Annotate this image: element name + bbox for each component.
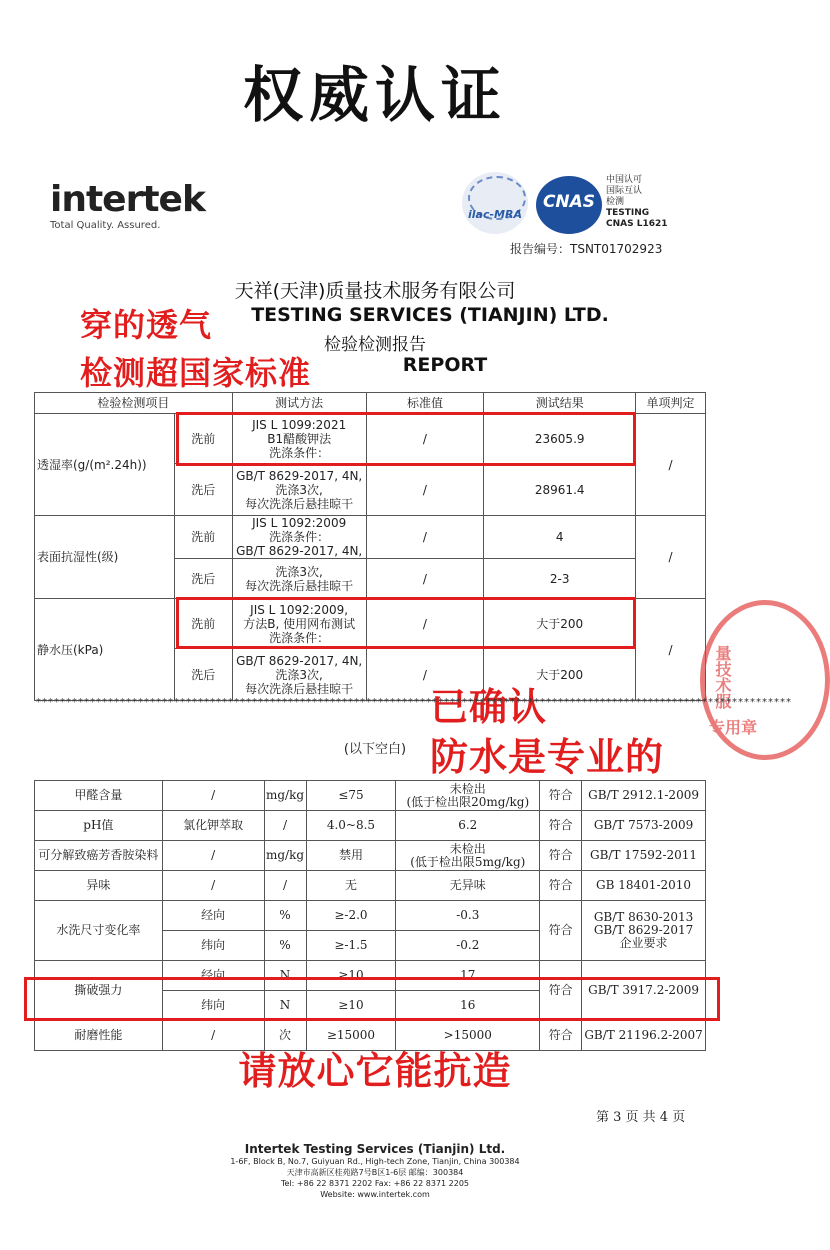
cnas-en-2: CNAS L1621 xyxy=(606,219,668,229)
standard-cell: / xyxy=(366,516,484,559)
overlay-durable: 请放心它能抗造 xyxy=(238,1049,512,1093)
result-cell: 大于200 xyxy=(484,649,636,701)
result-cell: 17 xyxy=(396,961,540,991)
standard-cell: / xyxy=(366,649,484,701)
intertek-wordmark: intertek xyxy=(50,179,205,220)
standard-cell: GB/T 3917.2-2009 xyxy=(582,961,706,1021)
unit-cell: mg/kg xyxy=(264,781,306,811)
label-before: 洗前 xyxy=(174,599,232,649)
highlight-box-abrasion xyxy=(24,977,720,1021)
method-cell: 氯化钾萃取 xyxy=(162,811,264,841)
item-cell: 异味 xyxy=(35,871,163,901)
method-cell: JIS L 1092:2009, 方法B, 使用网布测试 洗涤条件： xyxy=(232,599,366,649)
overlay-waterproof: 防水是专业的 xyxy=(430,735,665,779)
requirement-cell: 禁用 xyxy=(306,841,396,871)
ilac-mra-logo xyxy=(462,172,528,234)
header-method: 测试方法 xyxy=(232,393,366,414)
standard-cell: / xyxy=(366,599,484,649)
method-cell: JIS L 1099:2021 B1醋酸钾法 洗涤条件： xyxy=(232,414,366,464)
unit-cell: / xyxy=(264,871,306,901)
table-row xyxy=(35,841,706,871)
stamp-text: 量技术服 xyxy=(713,645,732,709)
overlay-exceeds-standard: 检测超国家标准 xyxy=(80,354,312,392)
unit-cell: / xyxy=(264,811,306,841)
direction-cell: 纬向 xyxy=(162,991,264,1021)
separator-stars: ****************************************************************************************************************************** xyxy=(36,697,792,708)
result-cell: >15000 xyxy=(396,1021,540,1051)
official-stamp xyxy=(700,600,830,760)
highlight-box-hydrostatic xyxy=(176,597,636,649)
method-cell: / xyxy=(162,841,264,871)
blank-note: (以下空白) xyxy=(343,742,407,757)
header-verdict: 单项判定 xyxy=(636,393,706,414)
verdict-cell: / xyxy=(636,516,706,599)
requirement-cell: ≥15000 xyxy=(306,1021,396,1051)
method-cell: GB/T 8629-2017, 4N, 洗涤3次, 每次洗涤后悬挂晾干 xyxy=(232,649,366,701)
footer xyxy=(0,1142,750,1200)
method-cell: GB/T 8629-2017, 4N, 洗涤3次, 每次洗涤后悬挂晾干 xyxy=(232,464,366,516)
footer-website: Website: www.intertek.com xyxy=(320,1190,430,1199)
unit-cell: % xyxy=(264,931,306,961)
requirement-cell: ≥10 xyxy=(306,991,396,1021)
requirement-cell: 无 xyxy=(306,871,396,901)
header-result: 测试结果 xyxy=(484,393,636,414)
page-title: 权威认证 xyxy=(243,61,507,131)
verdict-cell: 符合 xyxy=(540,961,582,1021)
unit-cell: mg/kg xyxy=(264,841,306,871)
standard-cell: / xyxy=(366,414,484,464)
page-number: 第 3 页 共 4 页 xyxy=(596,1110,686,1125)
result-cell: 4 xyxy=(484,516,636,559)
cnas-cn-3: 检测 xyxy=(606,197,625,207)
result-cell: -0.2 xyxy=(396,931,540,961)
table-row xyxy=(35,871,706,901)
item-cell: 甲醛含量 xyxy=(35,781,163,811)
standard-cell: GB/T 21196.2-2007 xyxy=(582,1021,706,1051)
cnas-accreditation-text xyxy=(606,175,668,230)
ilac-text: ilac-MRA xyxy=(468,208,522,221)
highlight-box-moisture xyxy=(176,412,636,466)
label-after: 洗后 xyxy=(174,559,232,599)
table-row xyxy=(35,901,706,931)
direction-cell: 经向 xyxy=(162,901,264,931)
verdict-cell: 符合 xyxy=(540,811,582,841)
requirement-cell: ≥-2.0 xyxy=(306,901,396,931)
footer-phone: Tel: +86 22 8371 2202 Fax: +86 22 8371 2205 xyxy=(280,1179,469,1188)
cnas-en-1: TESTING xyxy=(606,208,650,218)
company-name-cn: 天祥(天津)质量技术服务有限公司 xyxy=(234,280,516,302)
report-title-cn: 检验检测报告 xyxy=(324,335,426,355)
header-item: 检验检测项目 xyxy=(35,393,233,414)
item-cell: 可分解致癌芳香胺染料 xyxy=(35,841,163,871)
result-cell: 6.2 xyxy=(396,811,540,841)
verdict-cell: 符合 xyxy=(540,871,582,901)
requirement-cell: ≤75 xyxy=(306,781,396,811)
requirement-cell: ≥-1.5 xyxy=(306,931,396,961)
result-cell: 大于200 xyxy=(484,599,636,649)
intertek-tagline: Total Quality. Assured. xyxy=(50,220,161,231)
report-number: 报告编号：TSNT01702923 xyxy=(510,242,663,256)
standard-cell: / xyxy=(366,559,484,599)
verdict-cell: / xyxy=(636,599,706,701)
footer-title: Intertek Testing Services (Tianjin) Ltd. xyxy=(244,1142,506,1156)
table-row xyxy=(35,811,706,841)
result-cell: 无异味 xyxy=(396,871,540,901)
item-cell: 耐磨性能 xyxy=(35,1021,163,1051)
verdict-cell: 符合 xyxy=(540,841,582,871)
header-standard: 标准值 xyxy=(366,393,484,414)
standard-cell: GB 18401-2010 xyxy=(582,871,706,901)
standard-cell: GB/T 8630-2013 GB/T 8629-2017 企业要求 xyxy=(582,901,706,961)
intertek-logo xyxy=(50,179,205,231)
result-cell: 未检出 (低于检出限20mg/kg) xyxy=(396,781,540,811)
overlay-confirmed: 已确认 xyxy=(430,685,548,729)
verdict-cell: 符合 xyxy=(540,1021,582,1051)
item-moisture-permeability: 透湿率(g/(m².24h)) xyxy=(35,414,175,516)
footer-address-en: 1-6F, Block B, No.7, Guiyuan Rd., High-tech Zone, Tianjin, China 300384 xyxy=(230,1157,520,1166)
verdict-cell: / xyxy=(636,414,706,516)
footer-address-cn: 天津市高新区桂苑路7号B区1-6层 邮编：300384 xyxy=(286,1168,464,1177)
verdict-cell: 符合 xyxy=(540,781,582,811)
label-before: 洗前 xyxy=(174,414,232,464)
cnas-logo xyxy=(536,176,602,234)
direction-cell: 纬向 xyxy=(162,931,264,961)
method-cell: / xyxy=(162,871,264,901)
item-cell: 水洗尺寸变化率 xyxy=(35,901,163,961)
result-cell: 未检出 (低于检出限5mg/kg) xyxy=(396,841,540,871)
item-surface-wetting: 表面抗湿性(级) xyxy=(35,516,175,599)
unit-cell: N xyxy=(264,991,306,1021)
table-row xyxy=(35,516,706,559)
result-cell: 16 xyxy=(396,991,540,1021)
cnas-cn-1: 中国认可 xyxy=(606,175,643,185)
requirement-cell: 4.0~8.5 xyxy=(306,811,396,841)
stamp-text-2: 专用章 xyxy=(709,718,758,737)
cnas-cn-2: 国际互认 xyxy=(606,186,643,196)
result-cell: 23605.9 xyxy=(484,414,636,464)
standard-cell: GB/T 7573-2009 xyxy=(582,811,706,841)
label-after: 洗后 xyxy=(174,464,232,516)
item-cell: pH值 xyxy=(35,811,163,841)
method-cell: / xyxy=(162,1021,264,1051)
method-cell: / xyxy=(162,781,264,811)
table-header-row xyxy=(35,393,706,414)
requirement-cell: ≥10 xyxy=(306,961,396,991)
result-cell: 2-3 xyxy=(484,559,636,599)
standard-cell: / xyxy=(366,464,484,516)
verdict-cell: 符合 xyxy=(540,901,582,961)
unit-cell: % xyxy=(264,901,306,931)
result-cell: 28961.4 xyxy=(484,464,636,516)
direction-cell: 经向 xyxy=(162,961,264,991)
unit-cell: 次 xyxy=(264,1021,306,1051)
method-cell: JIS L 1092:2009 洗涤条件： GB/T 8629-2017, 4N, xyxy=(232,516,366,559)
item-hydrostatic-pressure: 静水压(kPa) xyxy=(35,599,175,701)
table-row xyxy=(35,781,706,811)
method-cell: 洗涤3次, 每次洗涤后悬挂晾干 xyxy=(232,559,366,599)
standard-cell: GB/T 17592-2011 xyxy=(582,841,706,871)
cnas-text: CNAS xyxy=(542,192,596,212)
item-cell: 撕破强力 xyxy=(35,961,163,1021)
company-name-en: TESTING SERVICES (TIANJIN) LTD. xyxy=(251,304,609,326)
label-after: 洗后 xyxy=(174,649,232,701)
label-before: 洗前 xyxy=(174,516,232,559)
overlay-breathable: 穿的透气 xyxy=(80,306,213,344)
result-cell: -0.3 xyxy=(396,901,540,931)
unit-cell: N xyxy=(264,961,306,991)
report-title-en: REPORT xyxy=(402,354,488,376)
standard-cell: GB/T 2912.1-2009 xyxy=(582,781,706,811)
